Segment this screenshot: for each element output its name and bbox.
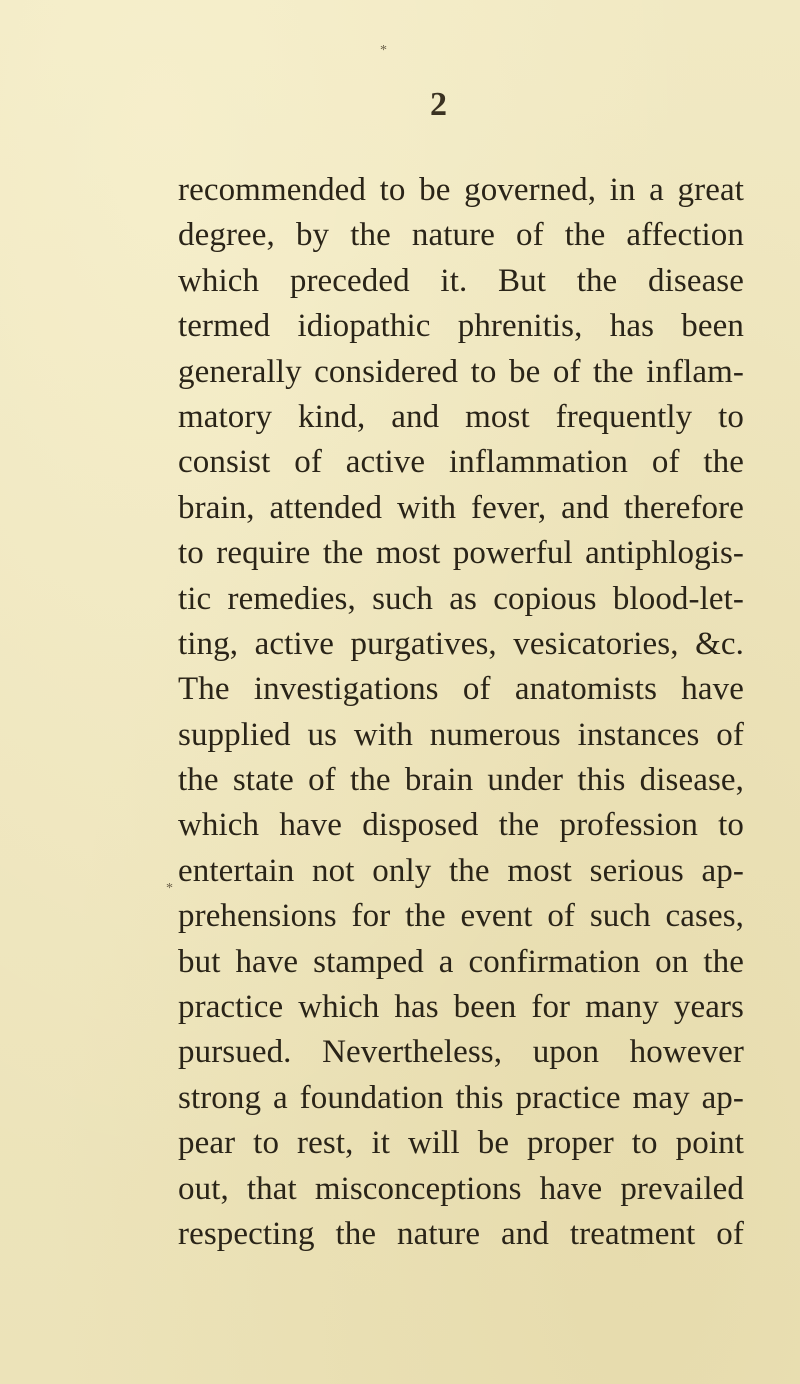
text-line: The investigations of anatomists have [178, 671, 744, 708]
ink-speck: * [166, 881, 173, 896]
text-line: to require the most powerful antiphlogis- [178, 535, 744, 572]
text-line: ting, active purgatives, vesicatories, &c. [178, 625, 744, 662]
body-text [178, 168, 744, 1257]
page-number: 2 [430, 86, 447, 123]
text-line: but have stamped a confirmation on the [178, 943, 744, 980]
text-line: which have disposed the profession to [178, 807, 744, 844]
text-line: supplied us with numerous instances of [178, 716, 744, 753]
text-line: respecting the nature and treatment of [178, 1215, 744, 1252]
text-line: out, that misconceptions have prevailed [178, 1170, 744, 1207]
ink-speck: * [380, 43, 387, 58]
text-line: pear to rest, it will be proper to point [178, 1125, 744, 1162]
text-line: generally considered to be of the inflam- [178, 353, 744, 390]
text-line: termed idiopathic phrenitis, has been [178, 308, 744, 345]
text-line: matory kind, and most frequently to [178, 398, 744, 435]
text-line: pursued. Nevertheless, upon however [178, 1034, 744, 1071]
text-line: strong a foundation this practice may ap- [178, 1079, 744, 1116]
text-line: brain, attended with fever, and therefore [178, 489, 744, 526]
text-line: practice which has been for many years [178, 989, 744, 1026]
text-line: recommended to be governed, in a great [178, 172, 744, 208]
text-line: the state of the brain under this disease, [178, 762, 744, 799]
text-line: entertain not only the most serious ap- [178, 852, 744, 889]
text-line: degree, by the nature of the affection [178, 217, 744, 254]
text-line: consist of active inflammation of the [178, 444, 744, 481]
text-line: tic remedies, such as copious blood-let- [178, 580, 744, 617]
text-line: prehensions for the event of such cases, [178, 898, 744, 935]
text-line: which preceded it. But the disease [178, 262, 744, 299]
